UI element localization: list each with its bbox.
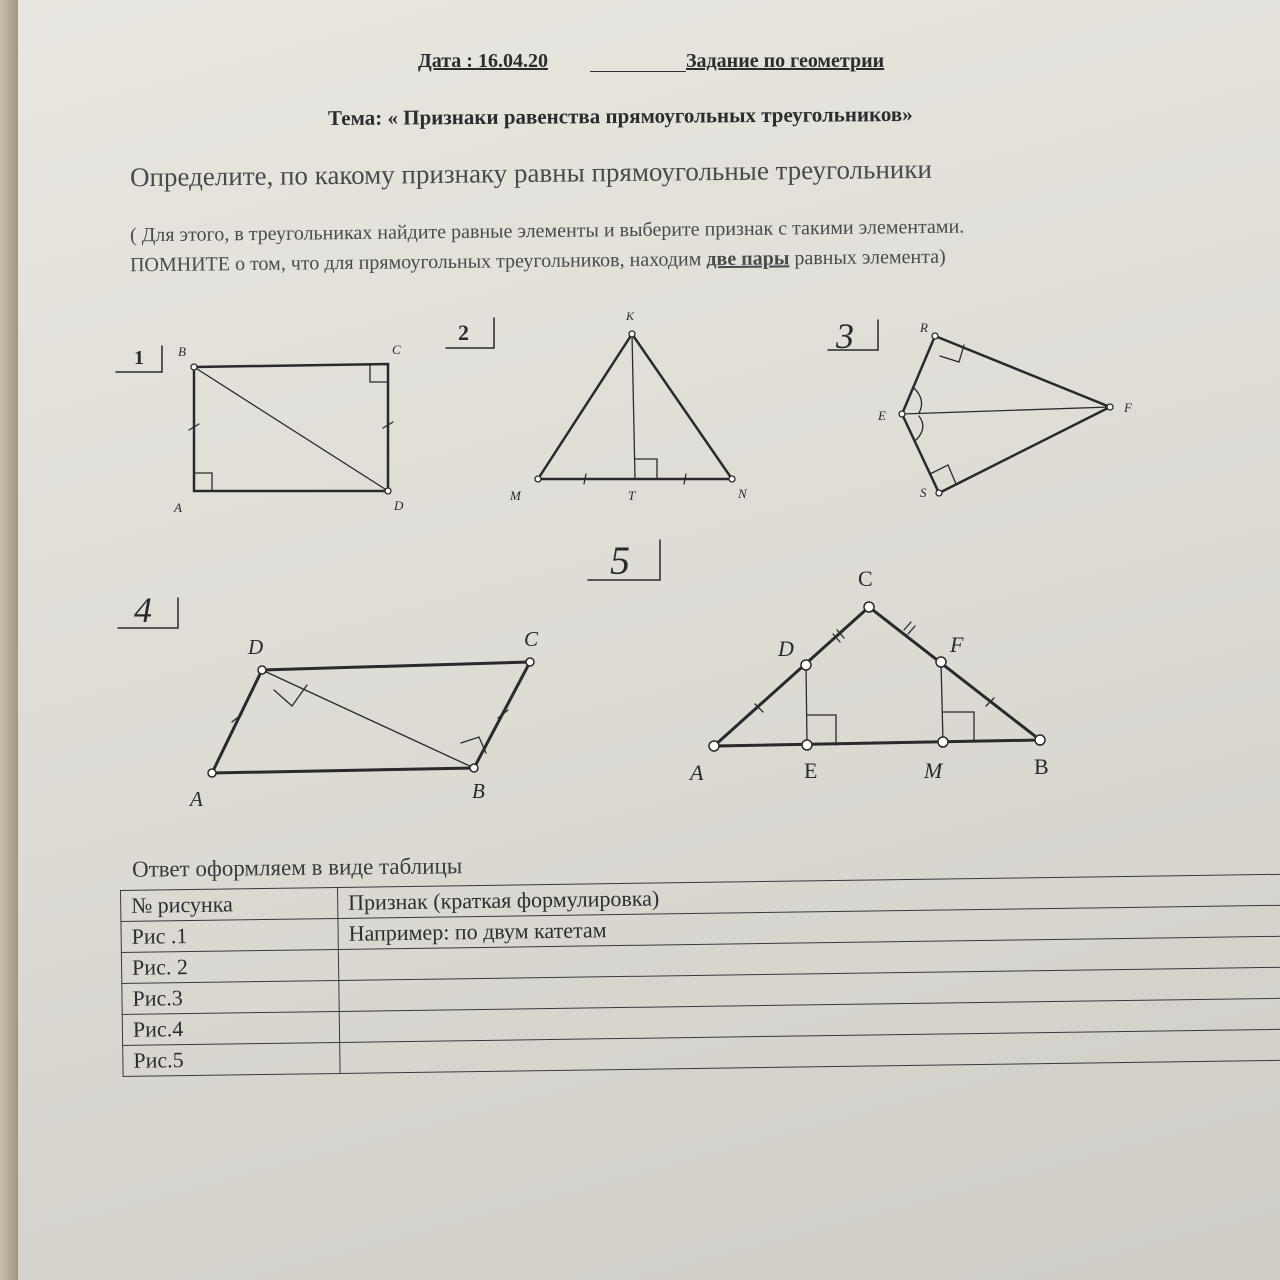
table-cell-figure: Рис. 2	[121, 949, 338, 983]
table-cell-figure: Рис.4	[122, 1011, 339, 1045]
fig2-label-n: N	[738, 486, 747, 501]
fig5-label-f: F	[950, 632, 964, 657]
fig5-vertex-d	[801, 660, 811, 670]
fig1-label-c: C	[392, 342, 401, 357]
fig4-vertex-a	[208, 769, 216, 777]
fig4-diagonal	[262, 670, 474, 768]
table-header-cell: № рисунка	[121, 887, 338, 921]
fig3-label-r: R	[920, 320, 928, 335]
fig5-number: 5	[610, 538, 630, 583]
fig2-label-t: T	[628, 488, 636, 503]
topic-heading: Тема: « Признаки равенства прямоугольных треугольников»	[327, 101, 913, 131]
fig5-vertex-m	[938, 737, 948, 747]
fig1-number: 1	[134, 347, 144, 369]
fig5-vertex-c	[864, 602, 874, 612]
fig5-perpendicular-fm	[941, 662, 943, 742]
fig2-vertex-k	[629, 331, 635, 337]
fig3-diagonal	[902, 407, 1110, 414]
fig5-vertex-a	[709, 741, 719, 751]
table-cell-figure: Рис.5	[123, 1042, 340, 1076]
fig4-label-a: A	[190, 787, 203, 811]
fig5-perpendicular-de	[806, 665, 807, 745]
fig4-label-b: B	[472, 779, 485, 803]
fig4-label-d: D	[248, 635, 264, 659]
fig5-right-angle-e	[807, 715, 836, 745]
fig5-label-m: M	[924, 758, 943, 783]
fig5-label-b: B	[1034, 754, 1049, 779]
table-cell-figure: Рис .1	[121, 918, 338, 952]
fig2-altitude	[632, 334, 635, 479]
figures-canvas	[18, 0, 1280, 1280]
fig5-triangle	[714, 607, 1040, 746]
fig1-diagonal	[194, 367, 388, 491]
fig1-label-d: D	[394, 498, 404, 513]
fig1-right-angle-a	[194, 473, 212, 491]
fig4-vertex-b	[470, 764, 478, 772]
fig4-label-c: C	[524, 627, 539, 651]
fig5-vertex-b	[1035, 735, 1045, 745]
fig3-angle-arc-top	[914, 388, 922, 413]
fig3-vertex-s	[936, 490, 942, 496]
fig5-tick-cf-2	[908, 626, 915, 634]
fig2-right-angle	[635, 459, 657, 479]
figure-3	[828, 320, 1113, 496]
fig5-label-a: A	[690, 760, 704, 785]
fig3-vertex-r	[932, 333, 938, 339]
fig1-vertex-d	[385, 488, 391, 494]
fig2-vertex-m	[535, 476, 541, 482]
fig1-label-a: A	[174, 500, 182, 515]
fig1-right-angle-c	[370, 364, 388, 382]
fig5-label-c: C	[858, 566, 873, 591]
note-emphasis: две пары	[706, 247, 790, 271]
date-label: Дата : 16.04.20	[418, 50, 548, 72]
fig2-label-k: K	[626, 309, 635, 323]
fig4-vertex-c	[526, 658, 534, 666]
fig2-label-m: M	[510, 488, 521, 503]
fig3-angle-arc-bottom	[916, 416, 923, 440]
fig1-label-b: B	[178, 344, 186, 359]
fig3-kite	[902, 336, 1110, 493]
instruction-text: Определите, по какому признаку равны прямоугольные треугольники	[129, 153, 932, 193]
figure-5	[588, 540, 1045, 751]
fig3-label-s: S	[920, 485, 927, 500]
fig5-tick-cf-1	[904, 622, 911, 630]
table-header-cell: Признак (краткая формулировка)	[337, 874, 1280, 918]
fig3-label-f: F	[1124, 400, 1132, 415]
figure-1	[116, 346, 393, 494]
fig1-vertex-b	[191, 364, 197, 370]
fig4-vertex-d	[258, 666, 266, 674]
fig5-vertex-e	[802, 740, 812, 750]
figure-4	[118, 598, 534, 777]
note-line-2-end: равных элемента)	[789, 245, 946, 270]
fig3-label-e: E	[878, 408, 886, 423]
note-line-1: ( Для этого, в треугольниках найдите равные элементы и выберите признак с такими элементами.	[129, 215, 965, 247]
worksheet-paper	[18, 0, 1280, 1280]
figure-2	[446, 318, 735, 484]
fig2-number: 2	[458, 320, 469, 345]
fig5-vertex-f	[936, 657, 946, 667]
fig4-number: 4	[134, 590, 152, 630]
fig2-number-bracket	[446, 318, 494, 348]
fig2-vertex-n	[729, 476, 735, 482]
answer-instruction: Ответ оформляем в виде таблицы	[131, 853, 463, 882]
fig3-vertex-e	[899, 411, 905, 417]
table-cell-criterion[interactable]: Например: по двум катетам	[338, 905, 1280, 949]
task-title: Задание по геометрии	[686, 50, 885, 72]
table-cell-figure: Рис.3	[122, 980, 339, 1014]
fig3-number: 3	[836, 316, 854, 356]
answer-table	[120, 874, 1280, 1077]
fig5-label-e: E	[804, 758, 818, 783]
note-line-2-start: ПОМНИТЕ о том, что для прямоугольных треугольников, находим	[129, 248, 707, 277]
fig4-parallelogram	[212, 662, 530, 773]
fig5-right-angle-m	[943, 712, 974, 742]
fig3-vertex-f	[1107, 404, 1113, 410]
fig5-label-d: D	[778, 636, 794, 661]
